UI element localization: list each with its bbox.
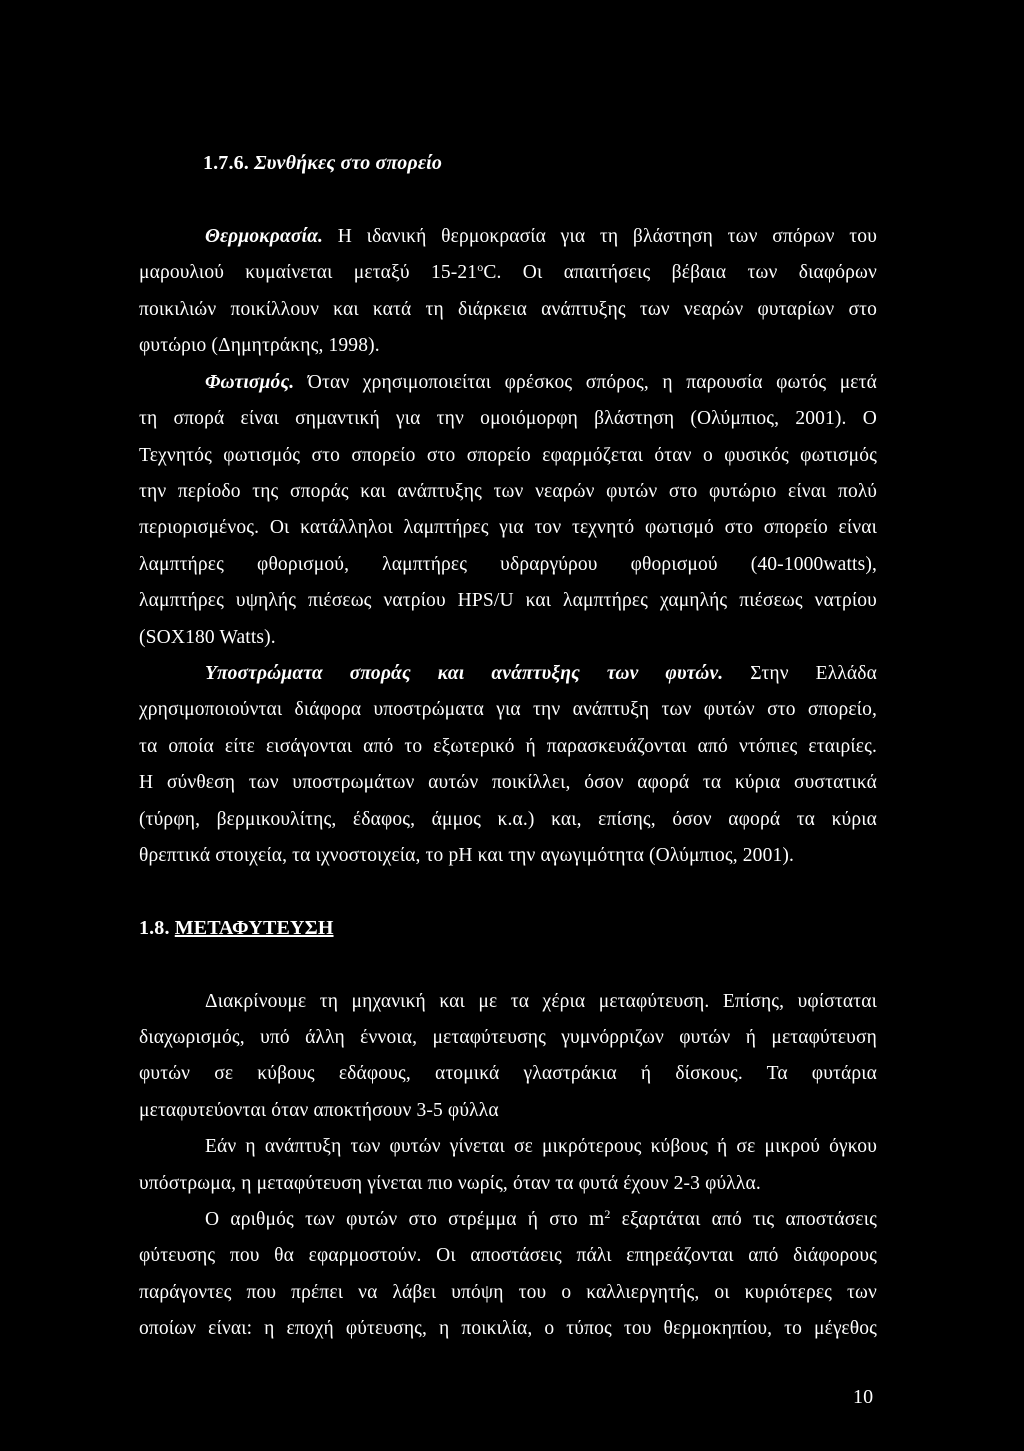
section-title: ΜΕΤΑΦΥΤΕΥΣΗ (174, 917, 334, 939)
paragraph-line: Εάν η ανάπτυξη των φυτών γίνεται σε μικρότερους κύβους ή σε μικρού όγκου (205, 1136, 877, 1157)
page-number: 10 (853, 1386, 874, 1408)
section-heading-1-7-6 (203, 151, 442, 175)
paragraph-line: λαμπτήρες φθορισμού, λαμπτήρες υδραργύρου φθορισμού (40-1000watts), (139, 554, 877, 575)
paragraph-line: περιορισμένος. Οι κατάλληλοι λαμπτήρες για τον τεχνητό φωτισμό στο σπορείο είναι (139, 517, 877, 538)
paragraph-line: λαμπτήρες υψηλής πιέσεως νατρίου HPS/U και λαμπτήρες χαμηλής πιέσεως νατρίου (139, 590, 877, 611)
paragraph-line: Τεχνητός φωτισμός στο σπορείο στο σπορείο εφαρμόζεται όταν ο φυσικός φωτισμός (139, 445, 877, 466)
paragraph-line: υπόστρωμα, η μεταφύτευση γίνεται πιο νωρίς, όταν τα φυτά έχουν 2-3 φύλλα. (139, 1173, 761, 1194)
substrates-lead: Υποστρώματα σποράς και ανάπτυξης των φυτών. (205, 663, 724, 684)
paragraph-line: ποικιλιών ποικίλλουν και κατά τη διάρκεια ανάπτυξης των νεαρών φυταρίων στο (139, 299, 877, 320)
paragraph-line: Φωτισμός. Όταν χρησιμοποιείται φρέσκος σπόρος, η παρουσία φωτός μετά (205, 372, 877, 393)
temperature-lead: Θερμοκρασία. (205, 226, 324, 247)
section-title: Συνθήκες στο σπορείο (254, 152, 443, 174)
paragraph-line: χρησιμοποιούνται διάφορα υποστρώματα για την ανάπτυξη των φυτών στο σπορείο, (139, 699, 877, 720)
section-heading-1-8 (139, 916, 334, 940)
lighting-lead: Φωτισμός. (205, 372, 295, 393)
paragraph-line: Ο αριθμός των φυτών στο στρέμμα ή στο $m^2$ εξαρτάται από τις αποστάσεις (205, 1207, 878, 1230)
paragraph-line: παράγοντες που πρέπει να λάβει υπόψη του ο καλλιεργητής, οι κυριότερες των (139, 1282, 877, 1303)
paragraph-line: τη σπορά είναι σημαντική για την ομοιόμορφη βλάστηση (Ολύμπιος, 2001). Ο (139, 408, 877, 429)
paragraph-line: Διακρίνουμε τη μηχανική και με τα χέρια μεταφύτευση. Επίσης, υφίσταται (205, 991, 877, 1012)
section-number: 1.8. (139, 917, 170, 939)
paragraph-line: την περίοδο της σποράς και ανάπτυξης των νεαρών φυτών στο φυτώριο είναι πολύ (139, 481, 877, 502)
paragraph-line: οποίων είναι: η εποχή φύτευσης, η ποικιλία, ο τύπος του θερμοκηπίου, το μέγεθος (139, 1318, 877, 1339)
paragraph-line: φυτών σε κύβους εδάφους, ατομικά γλαστράκια ή δίσκους. Τα φυτάρια (139, 1063, 877, 1084)
paragraph-line: φύτευσης που θα εφαρμοστούν. Οι αποστάσεις πάλι επηρεάζονται από διάφορους (139, 1245, 877, 1266)
section-number: 1.7.6. (203, 152, 249, 174)
paragraph-line: μεταφυτεύονται όταν αποκτήσουν 3-5 φύλλα (139, 1100, 499, 1121)
paragraph-line: θρεπτικά στοιχεία, τα ιχνοστοιχεία, το pH και την αγωγιμότητα (Ολύμπιος, 2001). (139, 845, 795, 866)
paragraph-line: (τύρφη, βερμικουλίτης, έδαφος, άμμος κ.α.) και, επίσης, όσον αφορά τα κύρια (139, 809, 877, 830)
paragraph-line: διαχωρισμός, υπό άλλη έννοια, μεταφύτευσης γυμνόρριζων φυτών ή μεταφύτευση (139, 1027, 877, 1048)
paragraph-line: μαρουλιού κυμαίνεται μεταξύ 15-21$^o$C. Οι απαιτήσεις βέβαια των διαφόρων (139, 260, 877, 283)
paragraph-line: Θερμοκρασία. Η ιδανική θερμοκρασία για τη βλάστηση των σπόρων του (205, 226, 878, 247)
paragraph-line: (SOX180 Watts). (139, 627, 276, 648)
paragraph-line: φυτώριο (Δημητράκης, 1998). (139, 335, 380, 356)
paragraph-line: Η σύνθεση των υποστρωμάτων αυτών ποικίλλει, όσον αφορά τα κύρια συστατικά (139, 772, 877, 793)
paragraph-line: Υποστρώματα σποράς και ανάπτυξης των φυτών. Στην Ελλάδα (205, 663, 877, 684)
paragraph-line: τα οποία είτε εισάγονται από το εξωτερικό ή παρασκευάζονται από ντόπιες εταιρίες. (139, 736, 877, 757)
